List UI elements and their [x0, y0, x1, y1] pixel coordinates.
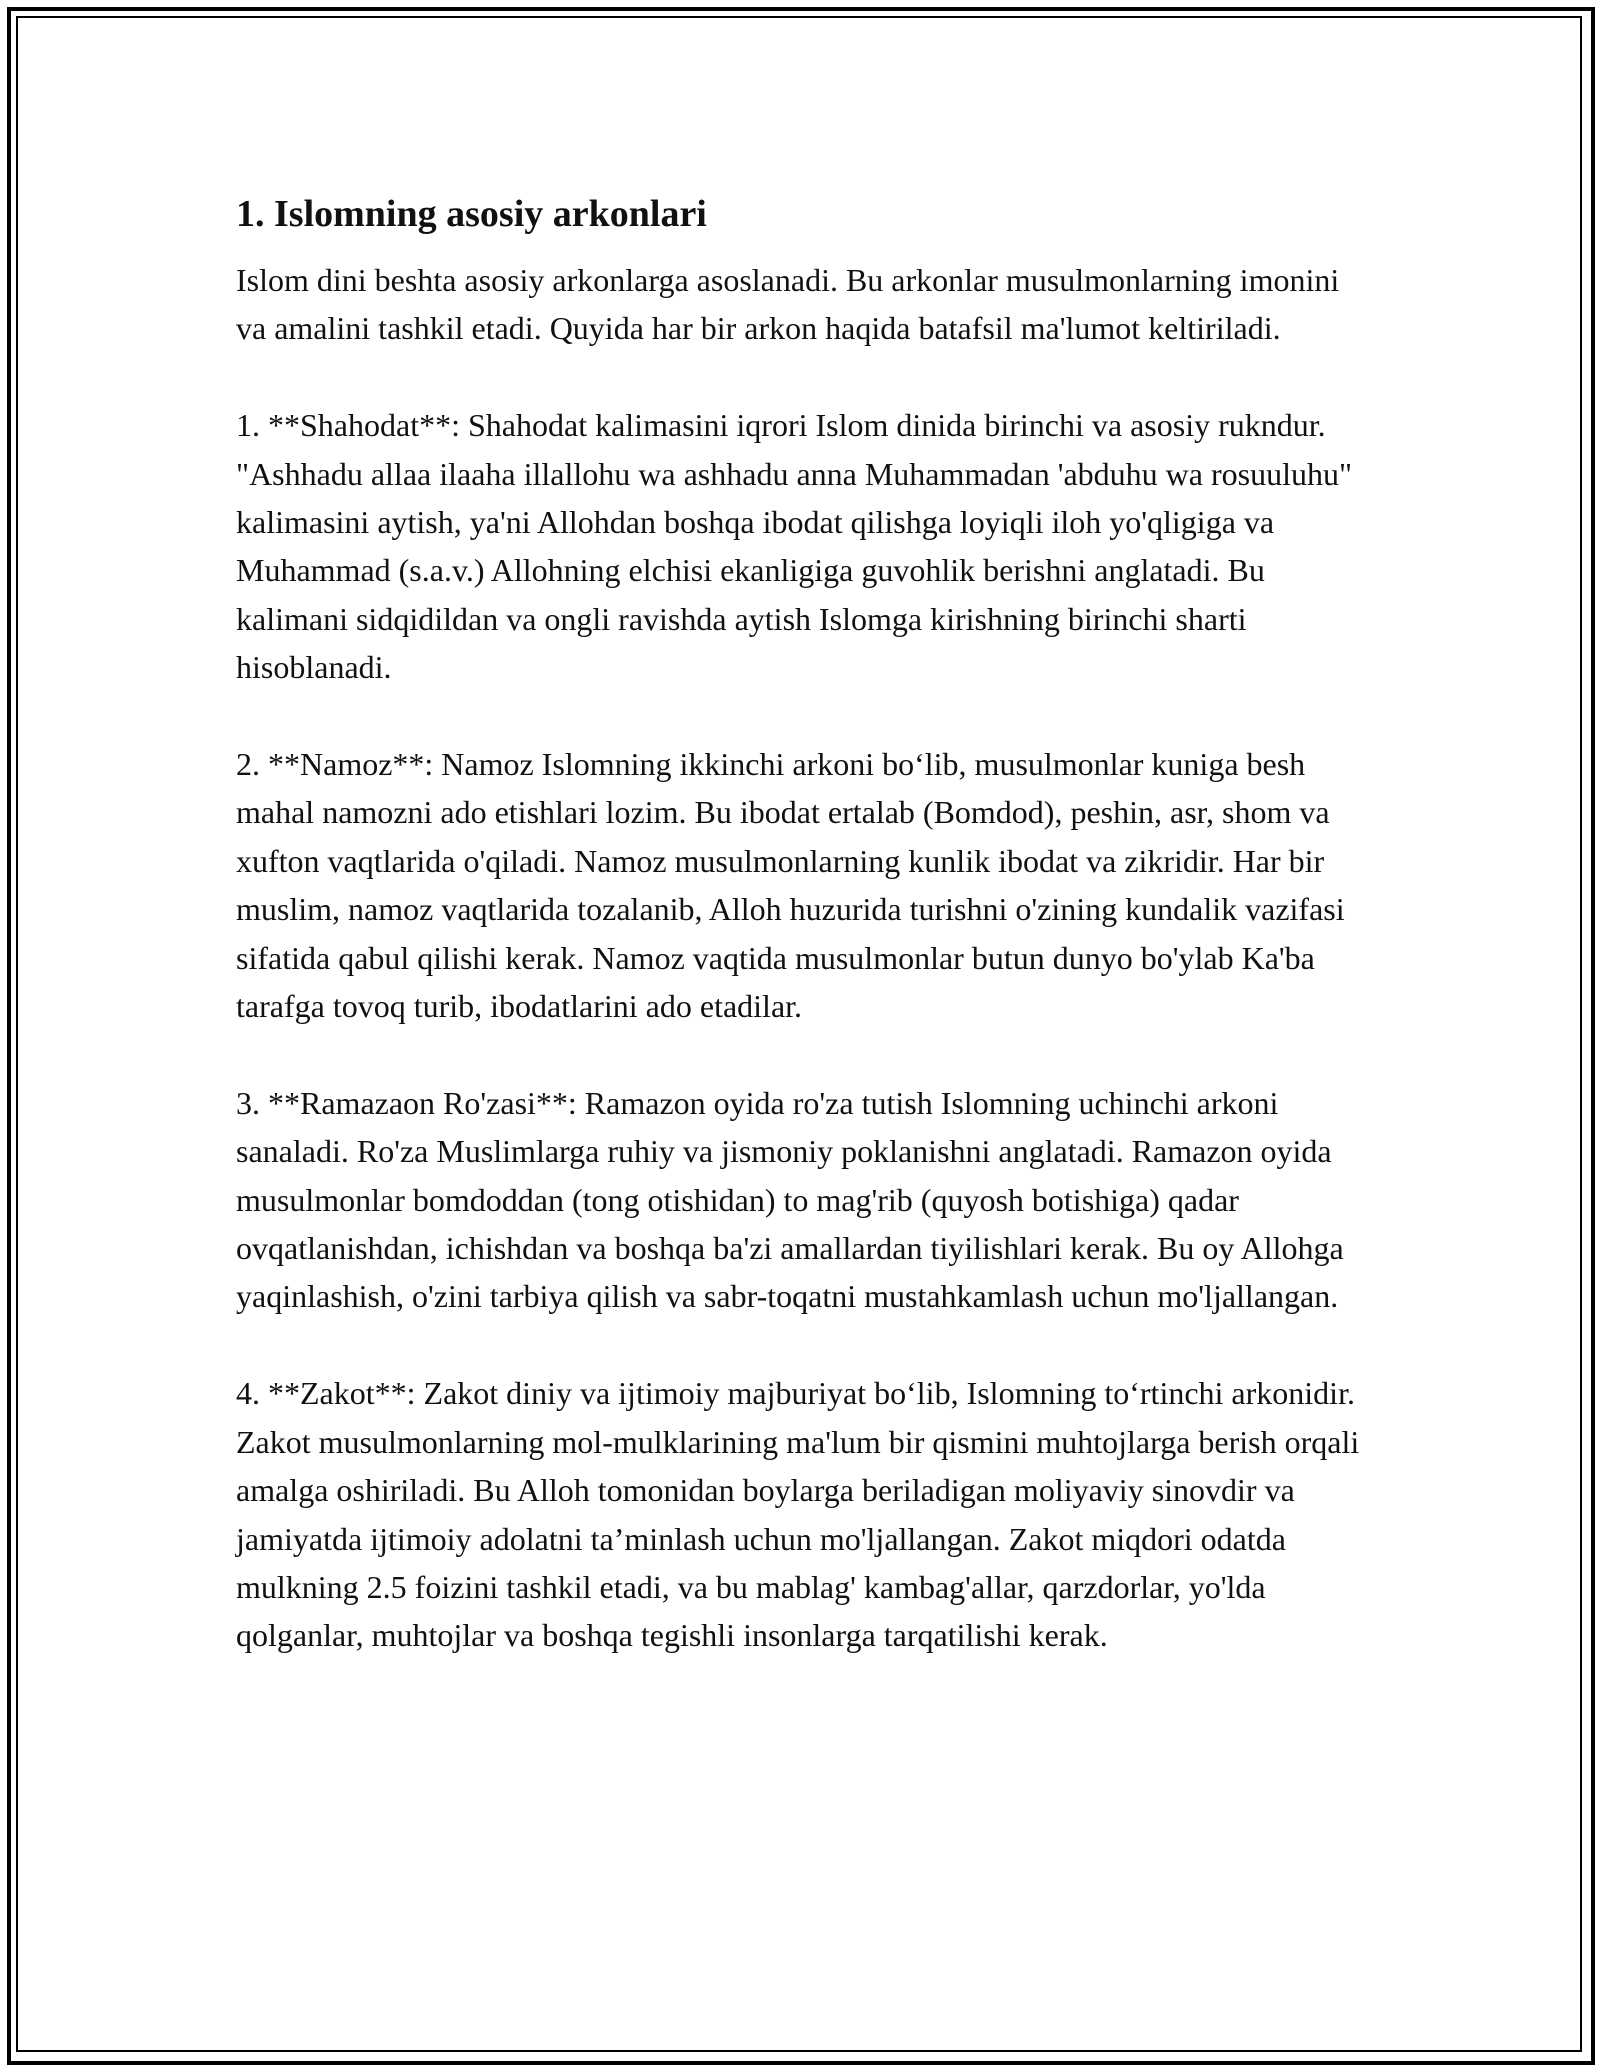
intro-paragraph: Islom dini beshta asosiy arkonlarga asoslanadi. Bu arkonlar musulmonlarning imonini va amalini tashkil etadi. Quyida har bir arkon haqida batafsil ma'lumot keltiriladi. [236, 262, 1340, 347]
zakot-paragraph: 4. **Zakot**: Zakot diniy va ijtimoiy majburiyat bo‘lib, Islomning to‘rtinchi arkonidir. Zakot musulmonlarning mol-mulklarining ma'lum bir qismini muhtojlarga berish orqali amalga oshiriladi. Bu Alloh tomonidan boylarga beriladigan moliyaviy sinovdir va jamiyatda ijtimoiy adolatni ta’minlash uchun mo'ljallangan. Zakot miqdori odatda mulkning 2.5 foizini tashkil etadi, va bu mablag' kambag'allar, qarzdorlar, yo'lda qolganlar, muhtojlar va boshqa tegishli insonlarga tarqatilishi kerak. [236, 1375, 1360, 1654]
section-heading: 1. Islomning asosiy arkonlari [236, 193, 707, 235]
shahodat-paragraph: 1. **Shahodat**: Shahodat kalimasini iqrori Islom dinida birinchi va asosiy rukndur. "Ashhadu allaa ilaaha illallohu wa ashhadu anna Muhammadan 'abduhu wa rosuuluhu" kalimasini aytish, ya'ni Allohdan boshqa ibodat qilishga loyiqli iloh yo'qligiga va Muhammad (s.a.v.) Allohning elchisi ekanligiga guvohlik berishni anglatadi. Bu kalimani sidqidildan va ongli ravishda aytish Islomga kirishning birinchi sharti hisoblanadi. [236, 407, 1353, 686]
ramazon-paragraph: 3. **Ramazaon Ro'zasi**: Ramazon oyida ro'za tutish Islomning uchinchi arkoni sanaladi. Ro'za Muslimlarga ruhiy va jismoniy poklanishni anglatadi. Ramazon oyida musulmonlar bomdoddan (tong otishidan) to mag'rib (quyosh botishiga) qadar ovqatlanishdan, ichishdan va boshqa ba'zi amallardan tiyilishlari kerak. Bu oy Allohga yaqinlashish, o'zini tarbiya qilish va sabr-toqatni mustahkamlash uchun mo'ljallangan. [236, 1084, 1344, 1315]
namoz-paragraph: 2. **Namoz**: Namoz Islomning ikkinchi arkoni bo‘lib, musulmonlar kuniga besh mahal namozni ado etishlari lozim. Bu ibodat ertalab (Bomdod), peshin, asr, shom va xufton vaqtlarida o'qiladi. Namoz musulmonlarning kunlik ibodat va zikridir. Har bir muslim, namoz vaqtlarida tozalanib, Alloh huzurida turishni o'zining kundalik vazifasi sifatida qabul qilishi kerak. Namoz vaqtida musulmonlar butun dunyo bo'ylab Ka'ba tarafga tovoq turib, ibodatlarini ado etadilar. [236, 746, 1345, 1025]
document-body [236, 186, 1376, 1660]
